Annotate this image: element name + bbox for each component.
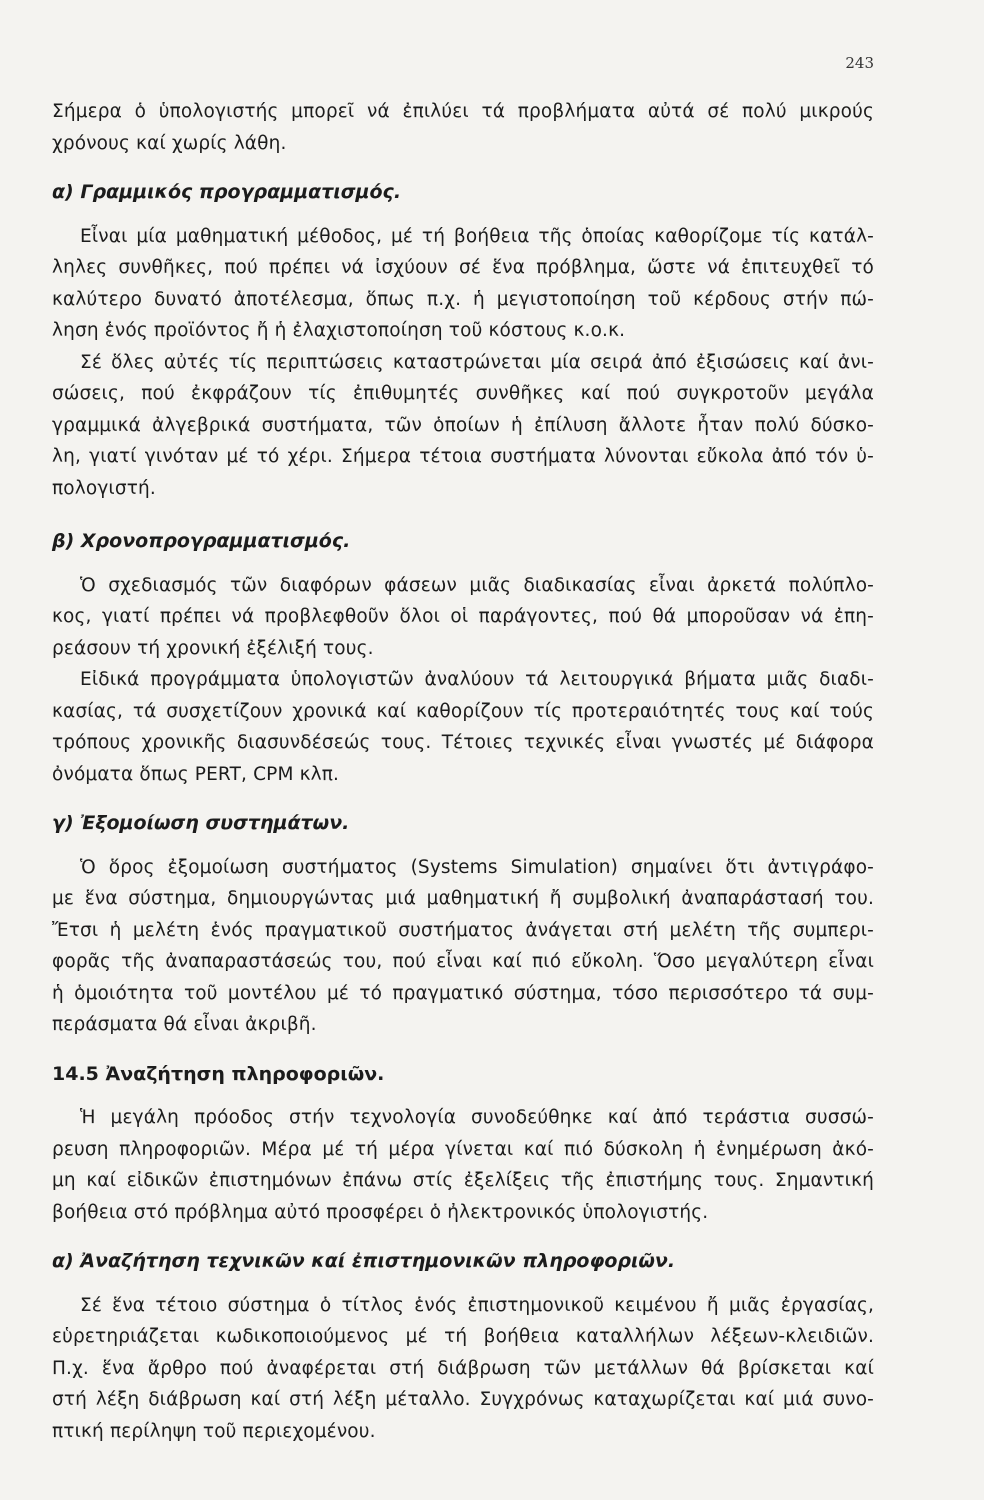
text-line: με ἕνα σύστημα, δημιουργώντας μιά μαθηματική ἤ συμβολική ἀναπαράστασή του. [52,888,874,909]
text-line: σώσεις, πού ἐκφράζουν τίς ἐπιθυμητές συνθῆκες καί πού συγκροτοῦν μεγάλα [52,383,874,404]
heading-linear-programming: α) Γραμμικός προγραμματισμός. [52,181,402,203]
section-heading-14-5: 14.5 Ἀναζήτηση πληροφοριῶν. [52,1062,385,1085]
text-line: γραμμικά ἀλγεβρικά συστήματα, τῶν ὁποίων ἡ ἐπίλυση ἄλλοτε ἦταν πολύ δύσκο- [52,414,874,436]
text-line: Ἔτσι ἡ μελέτη ἑνός πραγματικοῦ συστήματος ἀνάγεται στή μελέτη τῆς συμπερι- [52,919,874,941]
text-line: ληση ἑνός προϊόντος ἤ ἡ ἐλαχιστοποίηση τοῦ κόστους κ.ο.κ. [52,320,626,341]
text-line: περάσματα θά εἶναι ἀκριβῆ. [52,1014,317,1035]
text-line: χρόνους καί χωρίς λάθη. [52,132,287,154]
text-line: ὀνόματα ὅπως PERT, CPM κλπ. [52,763,340,785]
page-number: 243 [845,54,874,72]
text-line: εὑρετηριάζεται κωδικοποιούμενος μέ τή βοήθεια καταλλήλων λέξεων-κλειδιῶν. [52,1326,874,1347]
text-line: ἡ ὁμοιότητα τοῦ μοντέλου μέ τό πραγματικό σύστημα, τόσο περισσότερο τά συμ- [52,982,874,1004]
text-line: Σήμερα ὁ ὑπολογιστής μπορεῖ νά ἐπιλύει τά προβλήματα αὐτά σέ πολύ μικρούς [52,101,874,122]
text-line: κος, γιατί πρέπει νά προβλεφθοῦν ὅλοι οἱ παράγοντες, πού θά μποροῦσαν νά ἐπη- [52,606,874,627]
text-line: καλύτερο δυνατό ἀποτέλεσμα, ὅπως π.χ. ἡ μεγιστοποίηση τοῦ κέρδους στήν πώ- [52,288,874,310]
text-line: Ἡ μεγάλη πρόοδος στήν τεχνολογία συνοδεύθηκε καί ἀπό τεράστια συσσώ- [80,1107,874,1128]
page-body [52,96,874,1447]
text-line: Π.χ. ἕνα ἄρθρο πού ἀναφέρεται στή διάβρωση τῶν μετάλλων θά βρίσκεται καί [52,1357,874,1379]
text-line: στή λέξη διάβρωση καί στή λέξη μέταλλο. Συγχρόνως καταχωρίζεται καί μιά συνο- [52,1389,874,1410]
text-line: τρόπους χρονικῆς διασυνδέσεώς τους. Τέτοιες τεχνικές εἶναι γνωστές μέ διάφορα [52,732,874,753]
text-line: Ὁ σχεδιασμός τῶν διαφόρων φάσεων μιᾶς διαδικασίας εἶναι ἀρκετά πολύπλο- [80,574,874,596]
heading-information-retrieval: α) Ἀναζήτηση τεχνικῶν καί ἐπιστημονικῶν πληροφοριῶν. [52,1250,676,1272]
heading-systems-simulation: γ) Ἐξομοίωση συστημάτων. [52,812,350,834]
text-line: μη καί εἰδικῶν ἐπιστημόνων ἐπάνω στίς ἐξελίξεις τῆς ἐπιστήμης τους. Σημαντική [52,1170,874,1191]
text-line: φορᾶς τῆς ἀναπαραστάσεώς του, πού εἶναι καί πιό εὔκολη. Ὅσο μεγαλύτερη εἶναι [52,951,874,972]
text-line: ληλες συνθῆκες, πού πρέπει νά ἰσχύουν σέ ἕνα πρόβλημα, ὥστε νά ἐπιτευχθεῖ τό [52,257,874,278]
text-line: Σέ ἕνα τέτοιο σύστημα ὁ τίτλος ἑνός ἐπιστημονικοῦ κειμένου ἤ μιᾶς ἐργασίας, [80,1294,874,1316]
heading-scheduling: β) Χρονοπρογραμματισμός. [52,530,351,552]
text-line: ρευση πληροφοριῶν. Μέρα μέ τή μέρα γίνεται καί πιό δύσκολη ἡ ἐνημέρωση ἀκό- [52,1138,874,1160]
text-line: Σέ ὅλες αὐτές τίς περιπτώσεις καταστρώνεται μία σειρά ἀπό ἐξισώσεις καί ἀνι- [80,351,874,373]
text-line: λη, γιατί γινόταν μέ τό χέρι. Σήμερα τέτοια συστήματα λύνονται εὔκολα ἀπό τόν ὑ- [52,446,874,467]
text-line: Εἶναι μία μαθηματική μέθοδος, μέ τή βοήθεια τῆς ὁποίας καθορίζομε τίς κατάλ- [80,225,874,247]
text-line: βοήθεια στό πρόβλημα αὐτό προσφέρει ὁ ἠλεκτρονικός ὑπολογιστής. [52,1201,709,1223]
text-line: ρεάσουν τή χρονική ἐξέλιξή τους. [52,637,374,659]
text-line: Εἰδικά προγράμματα ὑπολογιστῶν ἀναλύουν τά λειτουργικά βήματα μιᾶς διαδι- [80,669,874,690]
text-line: κασίας, τά συσχετίζουν χρονικά καί καθορίζουν τίς προτεραιότητές τους καί τούς [52,700,874,722]
text-line: Ὁ ὅρος ἐξομοίωση συστήματος (Systems Simulation) σημαίνει ὅτι ἀντιγράφο- [80,856,874,878]
text-line: πολογιστή. [52,477,156,499]
text-line: πτική περίληψη τοῦ περιεχομένου. [52,1420,376,1442]
